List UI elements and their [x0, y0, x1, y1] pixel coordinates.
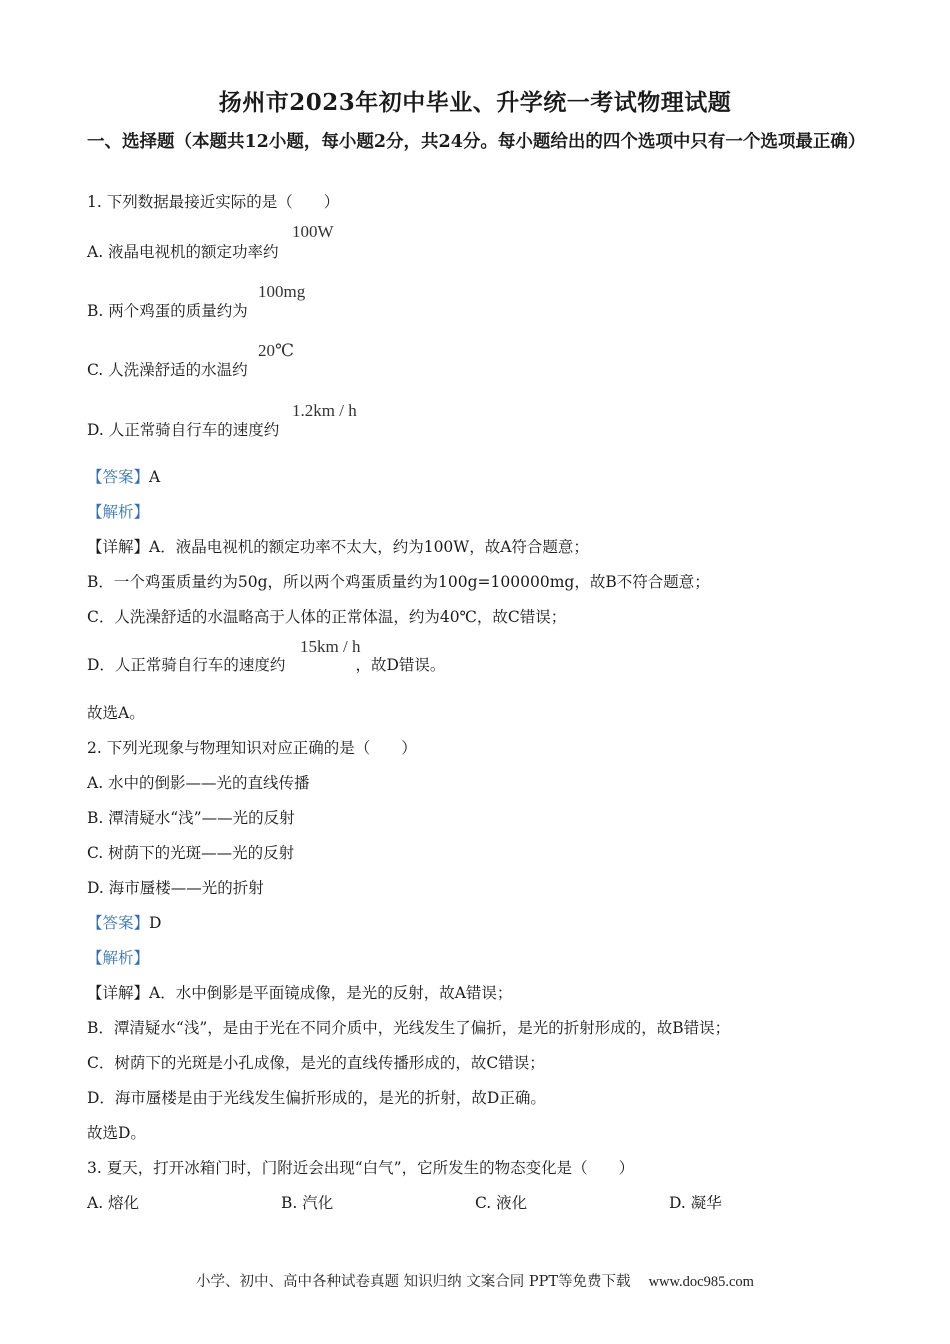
page-title: 扬州市2023年初中毕业、升学统一考试物理试题 [218, 89, 732, 116]
q1-option-b: B. 两个鸡蛋的质量约为 [87, 302, 248, 320]
footer-text: 小学、初中、高中各种试卷真题 知识归纳 文案合同 PPT等免费下载 [196, 1274, 631, 1290]
q1-detail-c: C．人洗澡舒适的水温略高于人体的正常体温，约为40℃，故C错误； [87, 608, 567, 626]
q1-detail-a: 【详解】A．液晶电视机的额定功率不太大，约为100W，故A符合题意； [87, 538, 589, 556]
q2-stem: 2. 下列光现象与物理知识对应正确的是（ ） [87, 739, 417, 757]
q2-option-d: D. 海市蜃楼——光的折射 [87, 879, 264, 897]
q1-option-c: C. 人洗澡舒适的水温约 [87, 361, 248, 379]
q2-detail-c: C．树荫下的光斑是小孔成像，是光的直线传播形成的，故C错误； [87, 1054, 545, 1072]
q2-option-c: C. 树荫下的光斑——光的反射 [87, 844, 295, 862]
q3-stem: 3. 夏天，打开冰箱门时，门附近会出现“白气”，它所发生的物态变化是（ ） [87, 1159, 635, 1177]
q1-detail-d: D．人正常骑自行车的速度约 ，故D错误。 [87, 656, 446, 674]
q2-option-a: A. 水中的倒影——光的直线传播 [87, 774, 310, 792]
detail-label: 【详解】 [87, 984, 150, 1002]
q1-option-a: A. 液晶电视机的额定功率约 [87, 243, 279, 261]
q2-answer [87, 911, 161, 933]
q2-option-b: B. 潭清疑水“浅”——光的反射 [87, 809, 295, 827]
detail-label: 【详解】 [87, 538, 150, 556]
q1-detail-b: B．一个鸡蛋质量约为50g，所以两个鸡蛋质量约为100g=100000mg，故B不符合题意； [87, 573, 710, 591]
q3-option-d: D. 凝华 [669, 1194, 722, 1212]
answer-value: A [149, 468, 161, 486]
answer-label: 【答案】 [87, 914, 150, 932]
page-footer [0, 1270, 950, 1291]
q1-option-d: D. 人正常骑自行车的速度约 [87, 421, 280, 439]
answer-label: 【答案】 [87, 468, 150, 486]
q1-detail-d-value: 15km / h [300, 637, 361, 656]
q2-detail-b: B．潭清疑水“浅”，是由于光在不同介质中，光线发生了偏折，是光的折射形成的，故B错误； [87, 1019, 731, 1037]
q1-option-d-value: 1.2km / h [292, 401, 357, 420]
q1-stem: 1. 下列数据最接近实际的是（ ） [87, 193, 340, 211]
q1-answer [87, 465, 160, 487]
q1-option-a-value: 100W [292, 222, 334, 241]
q2-analysis-label: 【解析】 [87, 949, 150, 967]
q2-conclusion: 故选D。 [87, 1124, 146, 1142]
q1-option-c-value: 20℃ [258, 341, 295, 360]
q2-detail-d: D．海市蜃楼是由于光线发生偏折形成的，是光的折射，故D正确。 [87, 1089, 546, 1107]
q3-option-c: C. 液化 [475, 1194, 528, 1212]
q2-detail-a: 【详解】A．水中倒影是平面镜成像，是光的反射，故A错误； [87, 984, 513, 1002]
q3-option-a: A. 熔化 [87, 1194, 140, 1212]
q3-option-b: B. 汽化 [281, 1194, 334, 1212]
answer-value: D [149, 914, 162, 932]
footer-url[interactable]: www.doc985.com [648, 1274, 754, 1290]
q1-analysis-label: 【解析】 [87, 503, 150, 521]
section-heading: 一、选择题（本题共12小题，每小题2分，共24分。每小题给出的四个选项中只有一个选项最正确） [87, 132, 866, 152]
q1-option-b-value: 100mg [258, 282, 306, 301]
q1-conclusion: 故选A。 [87, 704, 145, 722]
